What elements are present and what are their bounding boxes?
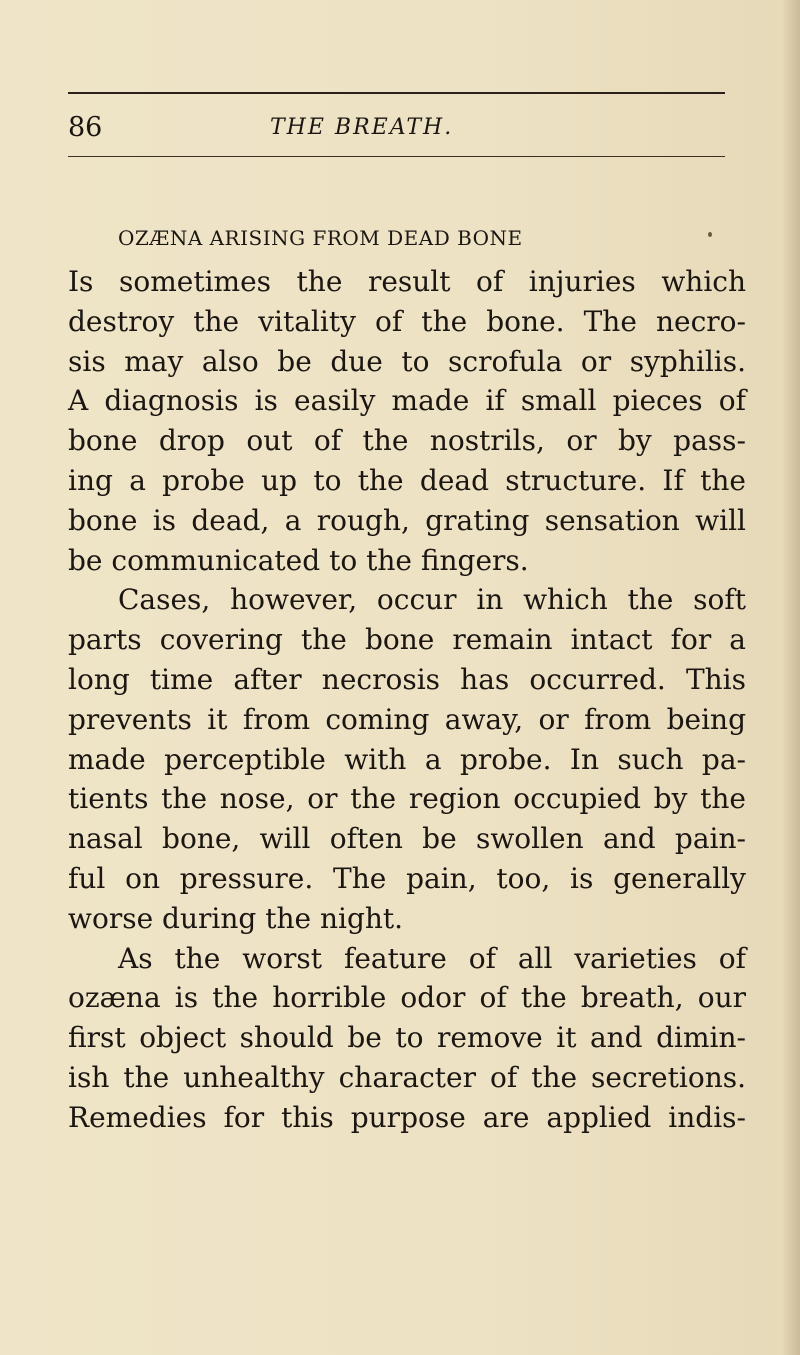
- text-line: parts covering the bone remain intact for a: [68, 623, 746, 657]
- text-line: ing a probe up to the dead structure. If the: [68, 463, 746, 497]
- text-line: be communicated to the fingers.: [68, 543, 529, 577]
- text-line: prevents it from coming away, or from being: [68, 702, 746, 736]
- text-line: bone is dead, a rough, grating sensation will: [68, 503, 746, 537]
- text-line: Cases, however, occur in which the soft: [118, 583, 746, 617]
- ink-speck: [708, 232, 712, 237]
- header-rule-top: [68, 92, 725, 94]
- text-line: ozæna is the horrible odor of the breath, our: [68, 981, 746, 1015]
- text-line: bone drop out of the nostrils, or by pass-: [68, 424, 746, 458]
- text-line: Remedies for this purpose are applied indis-: [68, 1100, 746, 1134]
- text-line: A diagnosis is easily made if small pieces of: [68, 384, 746, 418]
- text-line: ish the unhealthy character of the secretions.: [68, 1060, 746, 1094]
- page-number: 86: [68, 112, 103, 143]
- text-line: As the worst feature of all varieties of: [118, 941, 746, 975]
- body-text: [68, 262, 746, 1138]
- text-line: Is sometimes the result of injuries which: [68, 265, 746, 298]
- text-line: nasal bone, will often be swollen and pain-: [68, 822, 746, 856]
- page-edge-shadow: [782, 0, 800, 1355]
- text-line: ful on pressure. The pain, too, is generally: [68, 861, 746, 895]
- text-line: tients the nose, or the region occupied by the: [68, 782, 746, 816]
- text-line: sis may also be due to scrofula or syphilis.: [68, 344, 746, 378]
- section-heading: OZÆNA ARISING FROM DEAD BONE: [118, 226, 523, 250]
- running-head: THE BREATH.: [270, 115, 454, 140]
- text-line: worse during the night.: [68, 901, 404, 935]
- text-line: destroy the vitality of the bone. The necro-: [68, 304, 746, 338]
- text-line: first object should be to remove it and dimin-: [68, 1021, 746, 1055]
- header-rule-bottom: [68, 156, 725, 157]
- text-line: made perceptible with a probe. In such pa-: [68, 742, 746, 776]
- text-line: long time after necrosis has occurred. This: [68, 662, 746, 696]
